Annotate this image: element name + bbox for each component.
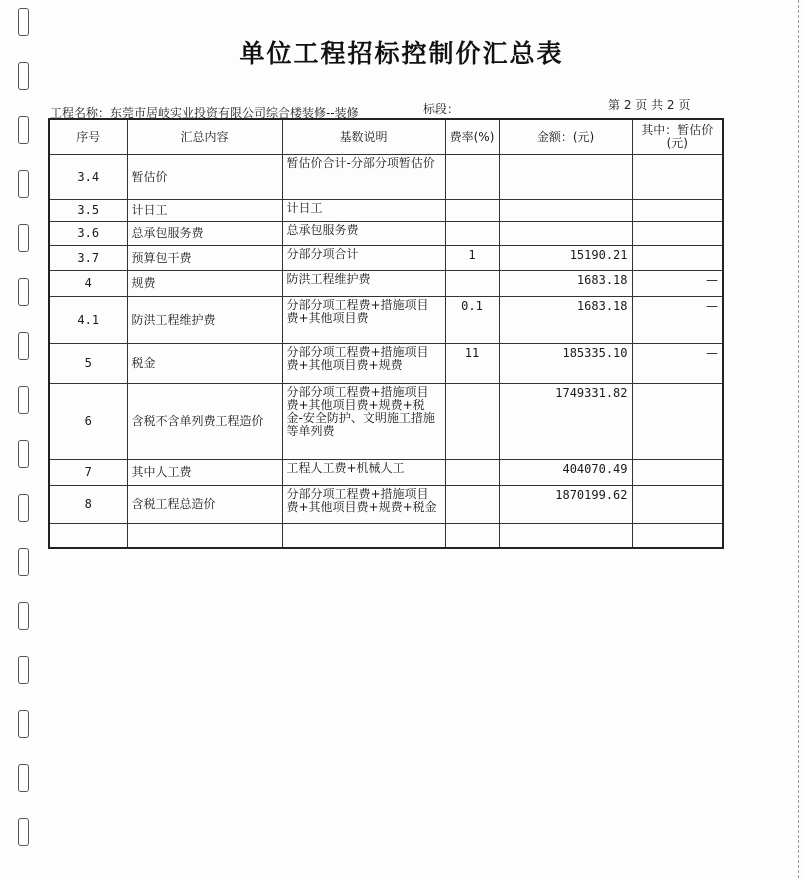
row-rate	[445, 384, 499, 460]
feed-hole	[18, 278, 29, 306]
project-label: 工程名称：	[50, 106, 111, 120]
paper-right-edge	[797, 0, 799, 878]
feed-hole	[18, 818, 29, 846]
table-row	[49, 486, 723, 524]
summary-table	[48, 118, 724, 549]
feed-hole	[18, 656, 29, 684]
row-amount: 1870199.62	[499, 486, 632, 524]
row-rate	[445, 155, 499, 200]
row-provisional	[632, 384, 723, 460]
section-label: 标段：	[423, 102, 460, 116]
row-item-name	[127, 524, 282, 548]
row-basis: 计日工	[282, 200, 445, 222]
row-rate: 11	[445, 344, 499, 384]
row-provisional	[632, 486, 723, 524]
column-header: 基数说明	[282, 119, 445, 155]
column-header: 汇总内容	[127, 119, 282, 155]
row-provisional	[632, 155, 723, 200]
table-header-row	[49, 119, 723, 155]
table-row	[49, 297, 723, 344]
row-provisional	[632, 222, 723, 246]
table-row	[49, 200, 723, 222]
row-item-name: 预算包干费	[127, 246, 282, 271]
row-basis	[282, 524, 445, 548]
table-row	[49, 222, 723, 246]
row-number: 3.7	[49, 246, 127, 271]
row-item-name: 含税不含单列费工程造价	[127, 384, 282, 460]
row-rate	[445, 524, 499, 548]
table-row	[49, 384, 723, 460]
table-row-empty	[49, 524, 723, 548]
row-basis: 分部分项工程费+措施项目费+其他项目费+规费+税金	[282, 486, 445, 524]
row-item-name: 计日工	[127, 200, 282, 222]
row-item-name: 税金	[127, 344, 282, 384]
row-provisional	[632, 246, 723, 271]
feed-hole	[18, 8, 29, 36]
row-provisional	[632, 460, 723, 486]
row-basis: 分部分项合计	[282, 246, 445, 271]
row-number: 5	[49, 344, 127, 384]
feed-hole	[18, 332, 29, 360]
row-amount: 1683.18	[499, 271, 632, 297]
feed-hole	[18, 710, 29, 738]
project-name: 东莞市居岐实业投资有限公司综合楼装修--装修	[110, 106, 359, 120]
row-provisional	[632, 524, 723, 548]
row-number: 3.4	[49, 155, 127, 200]
row-basis: 分部分项工程费+措施项目费+其他项目费+规费+税金-安全防护、文明施工措施等单列费	[282, 384, 445, 460]
row-item-name: 含税工程总造价	[127, 486, 282, 524]
feed-hole	[18, 548, 29, 576]
table-row	[49, 246, 723, 271]
row-amount: 185335.10	[499, 344, 632, 384]
feed-hole	[18, 764, 29, 792]
row-provisional: —	[632, 297, 723, 344]
column-header: 金额：(元)	[499, 119, 632, 155]
row-provisional: —	[632, 271, 723, 297]
row-rate	[445, 271, 499, 297]
column-header: 序号	[49, 119, 127, 155]
row-number: 3.6	[49, 222, 127, 246]
row-amount: 404070.49	[499, 460, 632, 486]
page-title: 单位工程招标控制价汇总表	[239, 39, 564, 68]
table-row	[49, 155, 723, 200]
row-basis: 防洪工程维护费	[282, 271, 445, 297]
row-amount: 15190.21	[499, 246, 632, 271]
row-basis: 分部分项工程费+措施项目费+其他项目费	[282, 297, 445, 344]
row-provisional	[632, 200, 723, 222]
row-number: 6	[49, 384, 127, 460]
row-rate: 1	[445, 246, 499, 271]
row-item-name: 暂估价	[127, 155, 282, 200]
row-item-name: 其中人工费	[127, 460, 282, 486]
row-number: 4	[49, 271, 127, 297]
feed-hole	[18, 602, 29, 630]
page-info: 第 2 页 共 2 页	[608, 98, 691, 112]
feed-hole	[18, 440, 29, 468]
row-rate	[445, 486, 499, 524]
feed-hole	[18, 170, 29, 198]
row-amount: 1683.18	[499, 297, 632, 344]
row-basis: 工程人工费+机械人工	[282, 460, 445, 486]
row-number: 7	[49, 460, 127, 486]
row-item-name: 规费	[127, 271, 282, 297]
row-item-name: 防洪工程维护费	[127, 297, 282, 344]
row-number	[49, 524, 127, 548]
row-rate	[445, 460, 499, 486]
row-number: 4.1	[49, 297, 127, 344]
row-rate	[445, 222, 499, 246]
tractor-feed-edge	[12, 0, 38, 878]
column-header: 费率(%)	[445, 119, 499, 155]
table-row	[49, 271, 723, 297]
summary-table-wrapper	[48, 118, 722, 549]
feed-hole	[18, 494, 29, 522]
row-rate: 0.1	[445, 297, 499, 344]
row-basis: 总承包服务费	[282, 222, 445, 246]
feed-hole	[18, 224, 29, 252]
row-number: 3.5	[49, 200, 127, 222]
row-amount: 1749331.82	[499, 384, 632, 460]
row-number: 8	[49, 486, 127, 524]
row-rate	[445, 200, 499, 222]
feed-hole	[18, 386, 29, 414]
row-amount	[499, 524, 632, 548]
row-provisional: —	[632, 344, 723, 384]
row-basis: 分部分项工程费+措施项目费+其他项目费+规费	[282, 344, 445, 384]
table-row	[49, 344, 723, 384]
feed-hole	[18, 116, 29, 144]
row-amount	[499, 155, 632, 200]
column-header: 其中：暂估价(元)	[632, 119, 723, 155]
row-basis: 暂估价合计-分部分项暂估价	[282, 155, 445, 200]
row-amount	[499, 200, 632, 222]
row-item-name: 总承包服务费	[127, 222, 282, 246]
table-row	[49, 460, 723, 486]
row-amount	[499, 222, 632, 246]
